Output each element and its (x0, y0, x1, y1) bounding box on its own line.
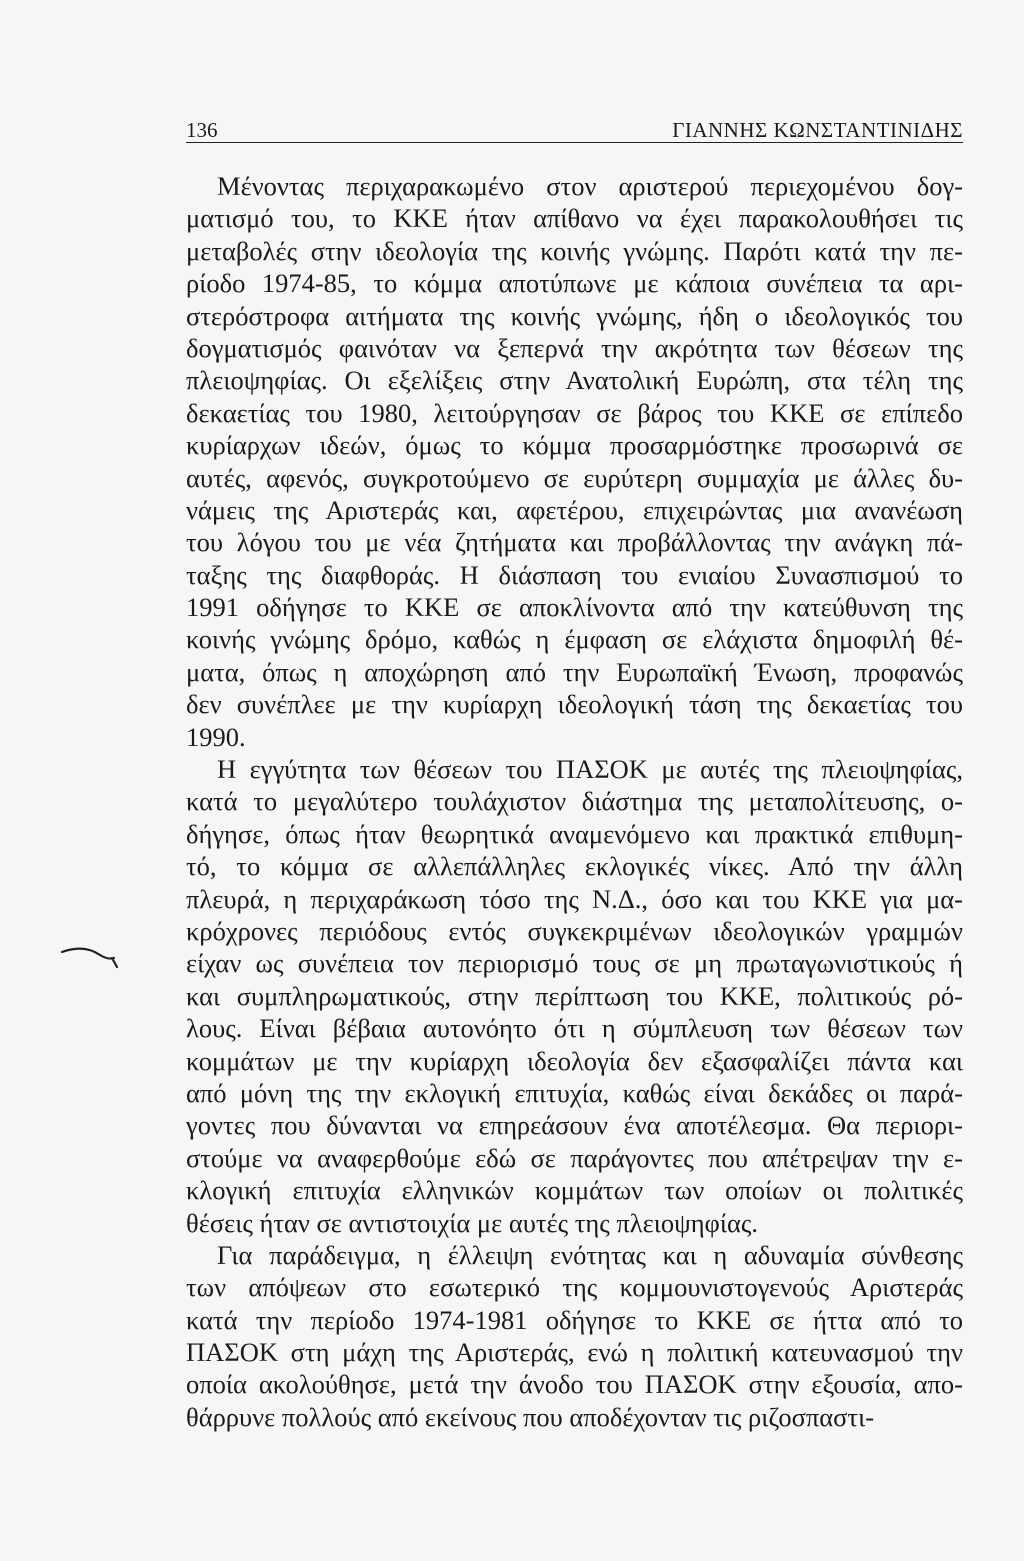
text-line: Μένοντας περιχαρακωμένο στον αριστερού περιεχομένου δογ- (217, 171, 963, 201)
body-text (186, 170, 963, 1433)
text-line: και συμπληρωματικούς, στην περίπτωση του ΚΚΕ, πολιτικούς ρό- (186, 980, 963, 1011)
text-line: γοντες που δύνανται να επηρεάσουν ένα αποτέλεσμα. Θα περιορι- (186, 1110, 963, 1141)
paragraph (186, 1239, 963, 1433)
text-line: είχαν ως συνέπεια τον περιορισμό τους σε μη πρωταγωνιστικούς ή (186, 948, 963, 979)
text-line: κατά το μεγαλύτερο τουλάχιστον διάστημα της μεταπολίτευσης, ο- (186, 786, 963, 817)
text-line: των απόψεων στο εσωτερικό της κομμουνιστογενούς Αριστεράς (186, 1272, 963, 1303)
page-number: 136 (186, 118, 218, 142)
text-line: δήγησε, όπως ήταν θεωρητικά αναμενόμενο και πρακτικά επιθυμη- (186, 818, 963, 849)
text-line: κυρίαρχων ιδεών, όμως το κόμμα προσαρμόστηκε προσωρινά σε (186, 430, 963, 461)
text-line: ματα, όπως η αποχώρηση από την Ευρωπαϊκή Ένωση, προφανώς (186, 656, 963, 687)
text-line: τό, το κόμμα σε αλλεπάλληλες εκλογικές νίκες. Από την άλλη (186, 851, 963, 882)
running-head-author: ΓΙΑΝΝΗΣ ΚΩΝΣΤΑΝΤΙΝΙΔΗΣ (672, 118, 963, 142)
text-line: στερόστροφα αιτήματα της κοινής γνώμης, ήδη ο ιδεολογικός του (186, 300, 963, 331)
text-line: κομμάτων με την κυρίαρχη ιδεολογία δεν εξασφαλίζει πάντα και (186, 1045, 963, 1076)
text-line: Για παράδειγμα, η έλλειψη ενότητας και η αδυναμία σύνθεσης (217, 1239, 963, 1270)
text-line: θάρρυνε πολλούς από εκείνους που αποδέχονταν τις ριζοσπαστι- (186, 1401, 875, 1432)
text-line: στούμε να αναφερθούμε εδώ σε παράγοντες που απέτρεψαν την ε- (186, 1142, 963, 1173)
text-line: οποία ακολούθησε, μετά την άνοδο του ΠΑΣΟΚ στην εξουσία, απο- (186, 1369, 963, 1400)
text-line: 1991 οδήγησε το ΚΚΕ σε αποκλίνοντα από την κατεύθυνση της (186, 592, 963, 623)
margin-pencil-mark (0, 0, 140, 1561)
text-line: αυτές, αφενός, συγκροτούμενο σε ευρύτερη συμμαχία με άλλες δυ- (186, 462, 963, 493)
text-line: ταξης της διαφθοράς. Η διάσπαση του ενιαίου Συνασπισμού το (186, 559, 963, 590)
text-line: λους. Είναι βέβαια αυτονόητο ότι η σύμπλευση των θέσεων των (186, 1013, 963, 1044)
text-line: δεν συνέπλεε με την κυρίαρχη ιδεολογική τάση της δεκαετίας του (186, 689, 963, 720)
text-line: ματισμό του, το ΚΚΕ ήταν απίθανο να έχει παρακολουθήσει τις (186, 203, 963, 234)
text-line: κατά την περίοδο 1974-1981 οδήγησε το ΚΚΕ σε ήττα από το (186, 1304, 963, 1335)
text-line: πλευρά, η περιχαράκωση τόσο της Ν.Δ., όσο και του ΚΚΕ για μα- (186, 883, 963, 914)
text-line: δογματισμός φαινόταν να ξεπερνά την ακρότητα των θέσεων της (186, 332, 963, 363)
text-line: Η εγγύτητα των θέσεων του ΠΑΣΟΚ με αυτές της πλειοψηφίας, (217, 754, 963, 785)
text-line: από μόνη της την εκλογική επιτυχία, καθώς είναι δεκάδες οι παρά- (186, 1077, 963, 1108)
text-line: κλογική επιτυχία ελληνικών κομμάτων των οποίων οι πολιτικές (186, 1175, 963, 1206)
text-line: κοινής γνώμης δρόμο, καθώς η έμφαση σε ελάχιστα δημοφιλή θέ- (186, 624, 963, 655)
text-line: θέσεις ήταν σε αντιστοιχία με αυτές της πλειοψηφίας. (186, 1207, 758, 1238)
paragraph (186, 753, 963, 1239)
text-line: ΠΑΣΟΚ στη μάχη της Αριστεράς, ενώ η πολιτική κατευνασμού την (186, 1337, 963, 1368)
text-line: πλειοψηφίας. Οι εξελίξεις στην Ανατολική Ευρώπη, στα τέλη της (186, 365, 963, 396)
header-rule (186, 142, 963, 143)
text-line: 1990. (186, 721, 246, 752)
text-line: του λόγου του με νέα ζητήματα και προβάλλοντας την ανάγκη πά- (186, 527, 963, 558)
text-line: δεκαετίας του 1980, λειτούργησαν σε βάρος του ΚΚΕ σε επίπεδο (186, 397, 963, 428)
paragraph (186, 170, 963, 753)
text-line: ρίοδο 1974-85, το κόμμα αποτύπωνε με κάποια συνέπεια τα αρι- (186, 268, 963, 299)
text-line: μεταβολές στην ιδεολογία της κοινής γνώμης. Παρότι κατά την πε- (186, 235, 963, 266)
running-header (186, 114, 963, 144)
text-line: νάμεις της Αριστεράς και, αφετέρου, επιχειρώντας μια ανανέωση (186, 494, 963, 525)
text-line: κρόχρονες περιόδους εντός συγκεκριμένων ιδεολογικών γραμμών (186, 915, 963, 946)
